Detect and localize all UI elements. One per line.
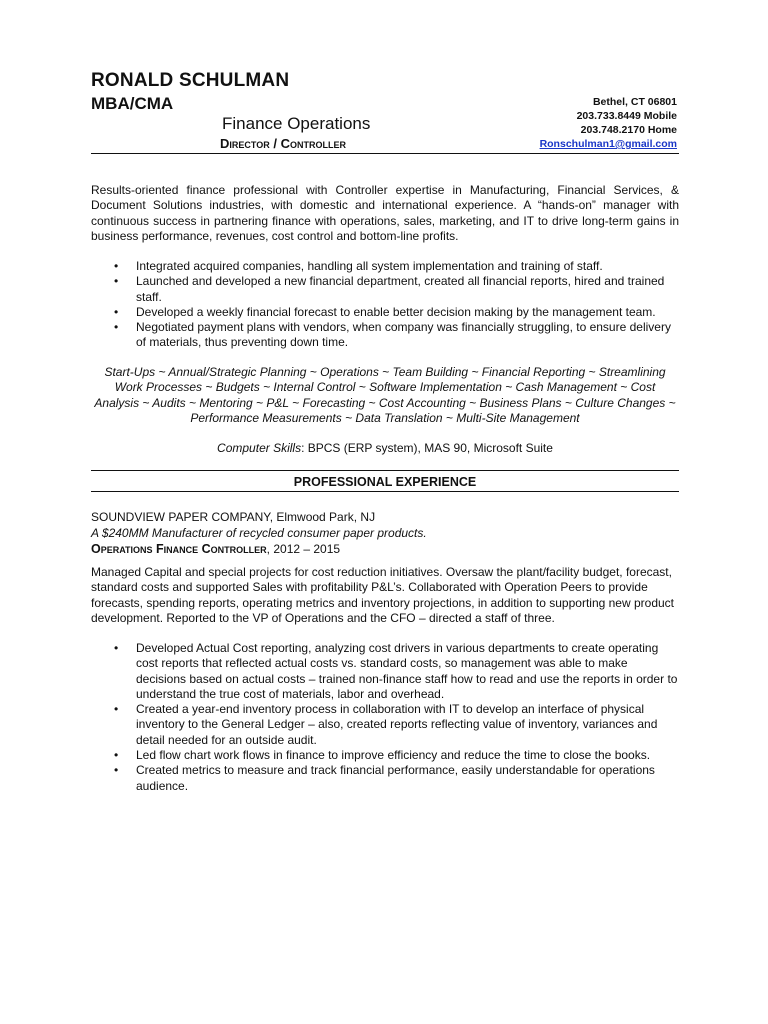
- list-item: • Developed Actual Cost reporting, analyzing cost drivers in various departments to create operating cost reports that reflected actual costs vs. standard costs, so management was able to make decisions based on actual costs – trained non-finance staff how to read and use the reports in order to understand the true cost of materials, labor and overhead.: [91, 641, 679, 702]
- computer-skills-value: : BPCS (ERP system), MAS 90, Microsoft Suite: [301, 441, 553, 455]
- computer-skills: [91, 441, 679, 455]
- contact-mobile: 203.733.8449 Mobile: [576, 110, 677, 122]
- list-item: • Negotiated payment plans with vendors, when company was financially struggling, to ensure delivery of materials, thus preventing down time.: [91, 320, 679, 351]
- list-item: • Integrated acquired companies, handling all system implementation and training of staff.: [91, 259, 679, 274]
- contact-block: [540, 95, 677, 151]
- title-controller: Controller: [280, 136, 346, 151]
- credentials: MBA/CMA: [91, 94, 174, 113]
- section-divider-top: [91, 470, 679, 471]
- summary-paragraph: Results-oriented finance professional with Controller expertise in Manufacturing, Financial Services, & Document Solutions industries, with domestic and international experience. A “hands-on” manager with continuous success in partnering finance with operations, sales, marketing, and IT to drive long-term gains in business performance, revenues, cost control and bottom-line profits.: [91, 183, 679, 243]
- contact-email-link[interactable]: Ronschulman1@gmail.com: [539, 138, 677, 150]
- list-item: • Launched and developed a new financial department, created all financial reports, hired and trained staff.: [91, 274, 679, 305]
- header-divider: [91, 153, 679, 154]
- skills-keywords: Start-Ups ~ Annual/Strategic Planning ~ Operations ~ Team Building ~ Financial Reporting ~ Streamlining Work Processes ~ Budgets ~ Internal Control ~ Software Implementation ~ Cash Management ~ Cost Analysis ~ Audits ~ Mentoring ~ P&L ~ Forecasting ~ Cost Accounting ~ Business Plans ~ Culture Changes ~ Performance Measurements ~ Data Translation ~ Multi-Site Management: [94, 365, 676, 425]
- computer-skills-label: Computer Skills: [217, 441, 302, 455]
- job-title-line-2: [220, 136, 346, 151]
- role-title: Operations Finance Controller: [91, 542, 267, 556]
- role-achievements-list: [91, 641, 679, 794]
- contact-home: 203.748.2170 Home: [580, 124, 677, 136]
- list-item: • Led flow chart work flows in finance to improve efficiency and reduce the time to close the books.: [91, 748, 679, 763]
- highlights-list: [91, 259, 679, 351]
- role-description: Managed Capital and special projects for cost reduction initiatives. Oversaw the plant/facility budget, forecast, standard costs and supported Sales with profitability P&L’s. Collaborated with Operation Peers to provide forecasts, spending reports, operating metrics and inventory projections, in addition to supporting new product development. Reported to the VP of Operations and the CFO – directed a staff of three.: [91, 565, 674, 625]
- title-director: Director: [220, 136, 270, 151]
- company-name: SOUNDVIEW PAPER COMPANY, Elmwood Park, NJ: [91, 510, 376, 524]
- title-separator: /: [269, 136, 281, 151]
- role-dates: , 2012 – 2015: [266, 542, 341, 556]
- company-tagline: A $240MM Manufacturer of recycled consumer paper products.: [91, 526, 427, 540]
- list-item: • Created metrics to measure and track financial performance, easily understandable for operations audience.: [91, 763, 679, 794]
- list-item: • Created a year-end inventory process in collaboration with IT to develop an interface of physical inventory to the General Ledger – also, created reports reflecting value of inventory, variances and detail needed for an outside audit.: [91, 702, 679, 748]
- role-line: [91, 542, 340, 556]
- contact-location: Bethel, CT 06801: [592, 96, 677, 108]
- candidate-name: RONALD SCHULMAN: [91, 70, 290, 91]
- section-heading-experience: PROFESSIONAL EXPERIENCE: [293, 475, 477, 489]
- list-item: • Developed a weekly financial forecast to enable better decision making by the management team.: [91, 305, 679, 320]
- job-title-line-1: Finance Operations: [222, 114, 371, 133]
- section-divider-bottom: [91, 491, 679, 492]
